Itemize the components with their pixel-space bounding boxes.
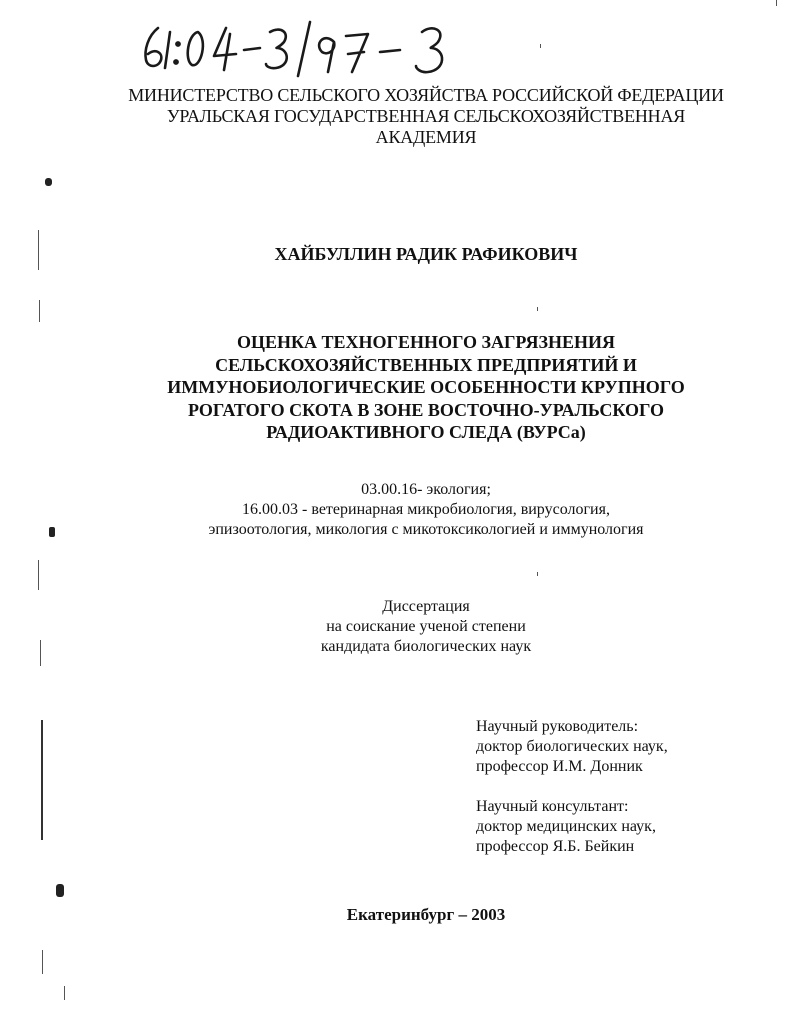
- scientific-consultant: [476, 797, 656, 857]
- consultant-name: профессор Я.Б. Бейкин: [476, 838, 635, 855]
- scan-line: [38, 560, 39, 590]
- scan-line: [42, 950, 43, 974]
- specialty-ecology: 03.00.16- экология;: [361, 481, 491, 498]
- supervisor-role: Научный руководитель:: [476, 718, 639, 735]
- specialty-codes: [0, 480, 792, 540]
- title-line: ИММУНОБИОЛОГИЧЕСКИЕ ОСОБЕННОСТИ КРУПНОГО: [167, 377, 685, 397]
- title-line: РАДИОАКТИВНОГО СЛЕДА (ВУРСа): [266, 422, 586, 442]
- specialty-veterinary-cont: эпизоотология, микология с микотоксикологией и иммунология: [208, 521, 644, 538]
- scientific-supervisor: [476, 717, 668, 777]
- consultant-degree: доктор медицинских наук,: [476, 818, 656, 835]
- ministry-name: МИНИСТЕРСТВО СЕЛЬСКОГО ХОЗЯЙСТВА РОССИЙСКОЙ ФЕДЕРАЦИИ: [128, 85, 724, 105]
- handwritten-catalog-number: [138, 10, 478, 82]
- scan-line: [776, 0, 777, 6]
- degree-statement: [0, 597, 792, 657]
- author-name: ХАЙБУЛЛИН РАДИК РАФИКОВИЧ: [274, 244, 578, 264]
- dissertation-title: [0, 331, 792, 444]
- scan-line: [40, 640, 41, 666]
- scan-line: [41, 720, 43, 840]
- scan-line: [38, 230, 39, 270]
- academy-name-line2: АКАДЕМИЯ: [375, 127, 477, 147]
- degree-line: Диссертация: [382, 598, 470, 615]
- supervisor-name: профессор И.М. Донник: [476, 758, 643, 775]
- title-line: ОЦЕНКА ТЕХНОГЕННОГО ЗАГРЯЗНЕНИЯ: [236, 332, 616, 352]
- degree-line: кандидата биологических наук: [320, 638, 532, 655]
- title-line: СЕЛЬСКОХОЗЯЙСТВЕННЫХ ПРЕДПРИЯТИЙ И: [215, 354, 637, 375]
- scan-speck: [56, 884, 64, 897]
- scan-line: [39, 300, 40, 322]
- degree-line: на соискание ученой степени: [326, 618, 526, 635]
- city-year: Екатеринбург – 2003: [346, 905, 506, 924]
- consultant-role: Научный консультант:: [476, 798, 629, 815]
- scan-line: [537, 572, 538, 576]
- supervisor-degree: доктор биологических наук,: [476, 738, 668, 755]
- academy-name-line1: УРАЛЬСКАЯ ГОСУДАРСТВЕННАЯ СЕЛЬСКОХОЗЯЙСТВЕННАЯ: [166, 106, 686, 126]
- scan-line: [64, 986, 65, 1000]
- scan-speck: [49, 527, 55, 537]
- title-line: РОГАТОГО СКОТА В ЗОНЕ ВОСТОЧНО-УРАЛЬСКОГО: [188, 399, 664, 420]
- institution-header: [0, 85, 792, 148]
- scan-line: [540, 44, 541, 48]
- scan-line: [537, 307, 538, 311]
- specialty-veterinary: 16.00.03 - ветеринарная микробиология, вирусология,: [242, 501, 610, 518]
- scan-speck: [45, 178, 52, 186]
